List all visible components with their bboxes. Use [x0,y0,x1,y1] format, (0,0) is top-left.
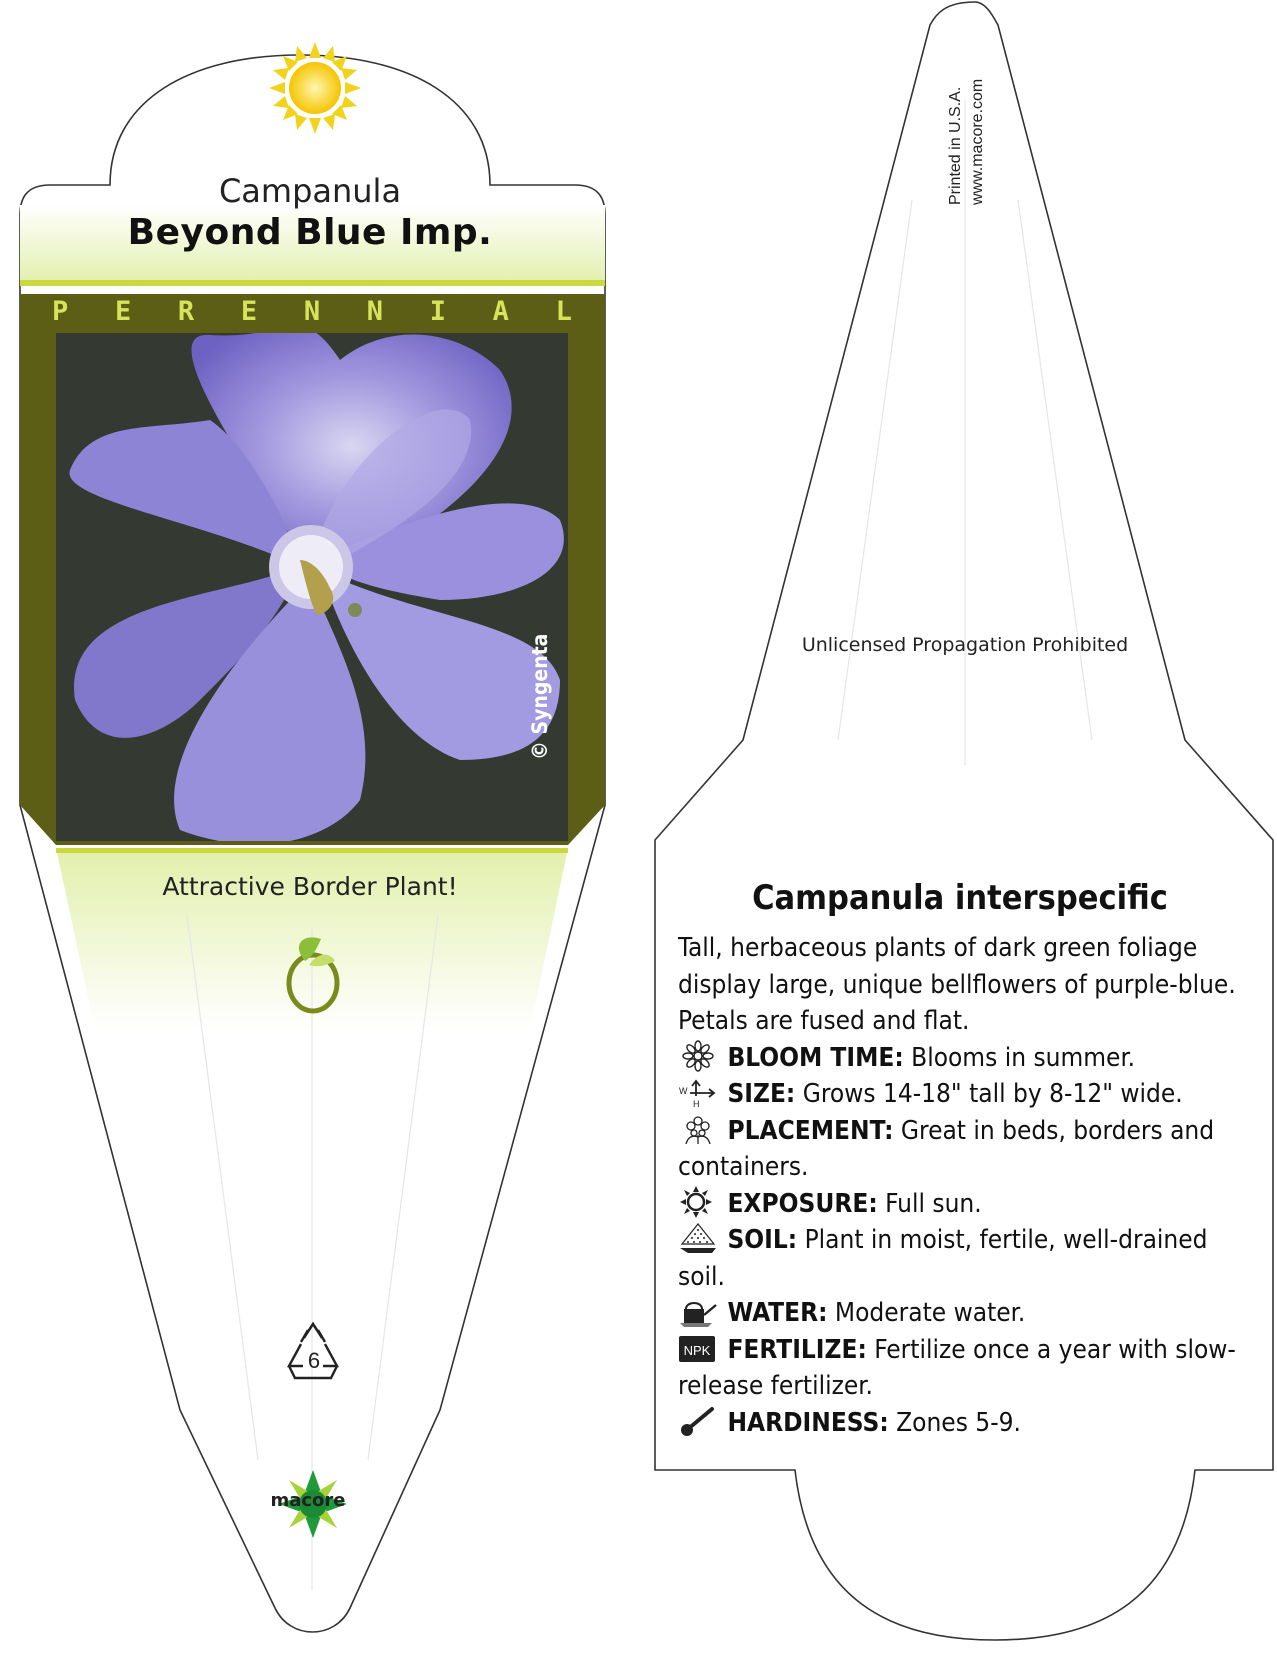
tagline: Attractive Border Plant! [162,872,458,901]
care-label: HARDINESS: [727,1407,889,1438]
care-label: PLACEMENT: [727,1115,894,1146]
care-label: SOIL: [727,1225,798,1255]
plant-genus: Campanula [218,172,402,210]
care-text: Fertilize once a year with slow-release fertilizer. [678,1334,1236,1401]
npk-icon [678,1332,720,1364]
care-text: Plant in moist, fertile, well-drained soil. [678,1225,1208,1292]
flower-icon [678,1040,720,1072]
care-label: WATER: [727,1298,828,1328]
size-icon-letter: W [679,1086,688,1096]
care-row-fertilize [678,1332,1258,1405]
website: www.macore.com [969,78,986,205]
print-info [945,79,989,205]
care-row-size [678,1076,1258,1113]
care-row-bloom [678,1040,1258,1077]
care-text: Zones 5-9. [896,1407,1021,1438]
care-label: FERTILIZE: [727,1334,867,1365]
care-text: Full sun. [885,1188,982,1219]
care-row-exposure [678,1186,1258,1223]
placement-icon [678,1113,720,1145]
category-letter: E [240,296,258,327]
care-text: Moderate water. [834,1298,1026,1328]
soil-icon [678,1222,720,1254]
category-letter: P [52,296,69,327]
care-text: Blooms in summer. [911,1042,1136,1073]
flower-photo [56,327,568,845]
header-rule [20,280,605,286]
size-icon-letter: H [693,1099,700,1108]
care-row-soil [678,1222,1258,1295]
category-letter: E [114,296,132,327]
care-instructions [678,930,1258,1441]
plant-variety: Beyond Blue Imp. [127,212,493,253]
scientific-name: Campanula interspecific [752,878,1168,918]
category-letter: I [429,296,446,327]
footer-rule [56,848,568,853]
care-label: BLOOM TIME: [727,1042,904,1073]
care-label: SIZE: [727,1079,796,1109]
category-letter: N [366,296,384,327]
care-text: Grows 14-18" tall by 8-12" wide. [802,1079,1183,1109]
npk-label: NPK [683,1342,711,1358]
category-letter: N [303,296,321,327]
printed-in: Printed in U.S.A. [947,86,964,205]
category-letter: R [177,296,195,327]
category-label [52,296,572,327]
description: Tall, herbaceous plants of dark green foliage display large, unique bellflowers of purple-blue. Petals are fused and flat. [678,933,1236,1036]
recycle-number: 6 [307,1348,321,1373]
care-row-hardiness [678,1405,1258,1442]
photo-credit: © Syngenta [528,633,552,760]
care-row-placement [678,1113,1258,1186]
sun-icon [678,1186,720,1218]
brand-name: macore [270,1490,346,1511]
care-label: EXPOSURE: [727,1188,878,1219]
watering-can-icon [678,1295,720,1327]
category-letter: A [492,296,509,327]
thermometer-icon [678,1405,720,1437]
propagation-notice: Unlicensed Propagation Prohibited [801,634,1129,656]
care-text: Great in beds, borders and containers. [678,1115,1215,1182]
category-letter: L [555,296,572,327]
care-row-water [678,1295,1258,1332]
size-icon [678,1076,720,1108]
